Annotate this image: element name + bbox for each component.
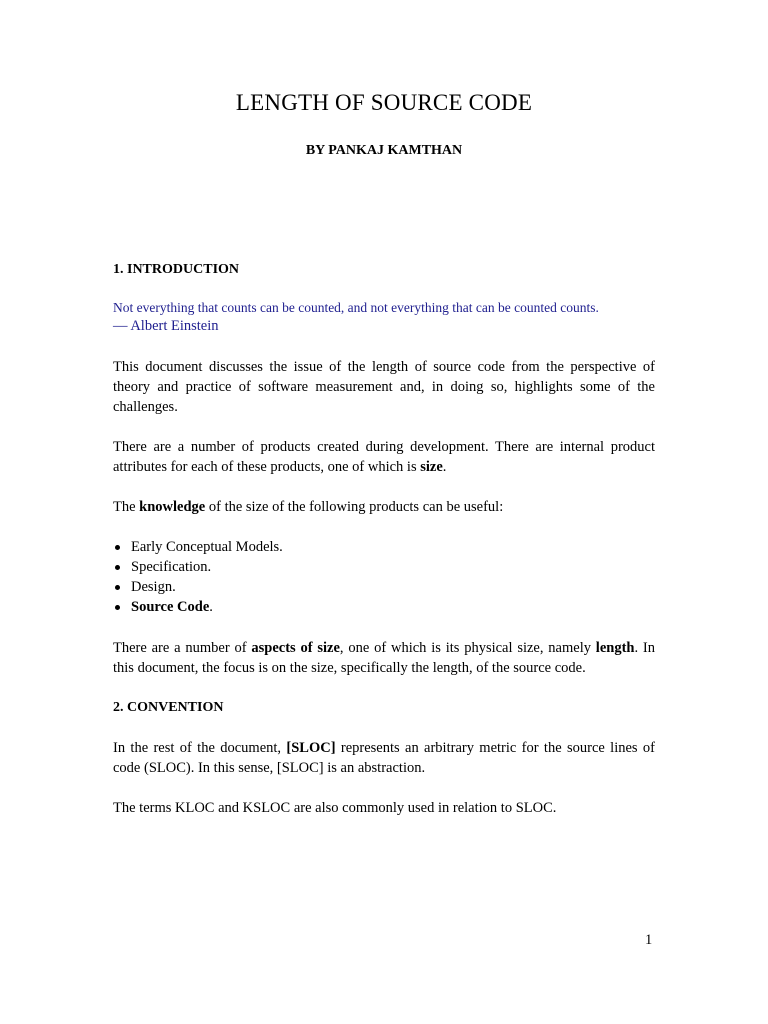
section-heading-introduction: 1. INTRODUCTION xyxy=(113,262,240,277)
quote-text: Not everything that counts can be counted, and not everything that can be counted counts. xyxy=(113,300,599,315)
emphasis-aspects-of-size: aspects of size xyxy=(251,640,340,656)
list-item xyxy=(113,577,283,597)
page-number: 1 xyxy=(645,932,653,948)
intro-paragraph-4 xyxy=(113,638,655,678)
list-item xyxy=(113,537,283,557)
text-segment: represents an arbitrary metric for the source lines of code (SLOC). In this sense, [SLOC] is an abstraction. xyxy=(113,740,655,776)
text-segment: . In this document, the focus is on the size, specifically the length, of the source code. xyxy=(113,640,655,676)
convention-paragraph-2: The terms KLOC and KSLOC are also commonly used in relation to SLOC. xyxy=(113,800,557,816)
text-segment: of the size of the following products can be useful: xyxy=(205,499,504,515)
document-author: BY PANKAJ KAMTHAN xyxy=(305,143,463,158)
list-item-bold-text: Source Code xyxy=(131,599,210,615)
text-segment: , one of which is its physical size, namely xyxy=(339,640,596,656)
section-heading-convention: 2. CONVENTION xyxy=(113,700,224,715)
document-title: LENGTH OF SOURCE CODE xyxy=(235,90,533,115)
emphasis-sloc: [SLOC] xyxy=(286,740,336,756)
quote-author: — Albert Einstein xyxy=(113,318,219,334)
list-item-text: Early Conceptual Models. xyxy=(131,539,283,555)
intro-paragraph-3 xyxy=(113,497,655,517)
epigraph-quote xyxy=(113,298,599,336)
bullet-icon xyxy=(115,565,120,570)
convention-paragraph-1 xyxy=(113,738,655,778)
intro-paragraph-2 xyxy=(113,437,655,477)
text-segment: There are a number of xyxy=(113,640,252,656)
emphasis-length: length xyxy=(595,640,635,656)
bullet-icon xyxy=(115,545,120,550)
list-item xyxy=(113,597,283,617)
list-item xyxy=(113,557,283,577)
text-segment: The xyxy=(113,499,140,515)
text-segment: . xyxy=(442,459,447,475)
list-item-suffix: . xyxy=(209,599,213,615)
list-item-text: Design. xyxy=(131,579,176,595)
text-segment: There are a number of products created during development. There are internal product attributes for each of these products, one of which is xyxy=(113,439,655,475)
bullet-icon xyxy=(115,585,120,590)
emphasis-knowledge: knowledge xyxy=(139,499,206,515)
intro-paragraph-1: This document discusses the issue of the length of source code from the perspective of theory and practice of software measurement and, in doing so, highlights some of the challenges. xyxy=(113,359,655,415)
text-segment: In the rest of the document, xyxy=(113,740,287,756)
product-list xyxy=(113,537,283,617)
emphasis-size: size xyxy=(420,459,443,475)
bullet-icon xyxy=(115,605,120,610)
list-item-text: Specification. xyxy=(131,559,212,575)
